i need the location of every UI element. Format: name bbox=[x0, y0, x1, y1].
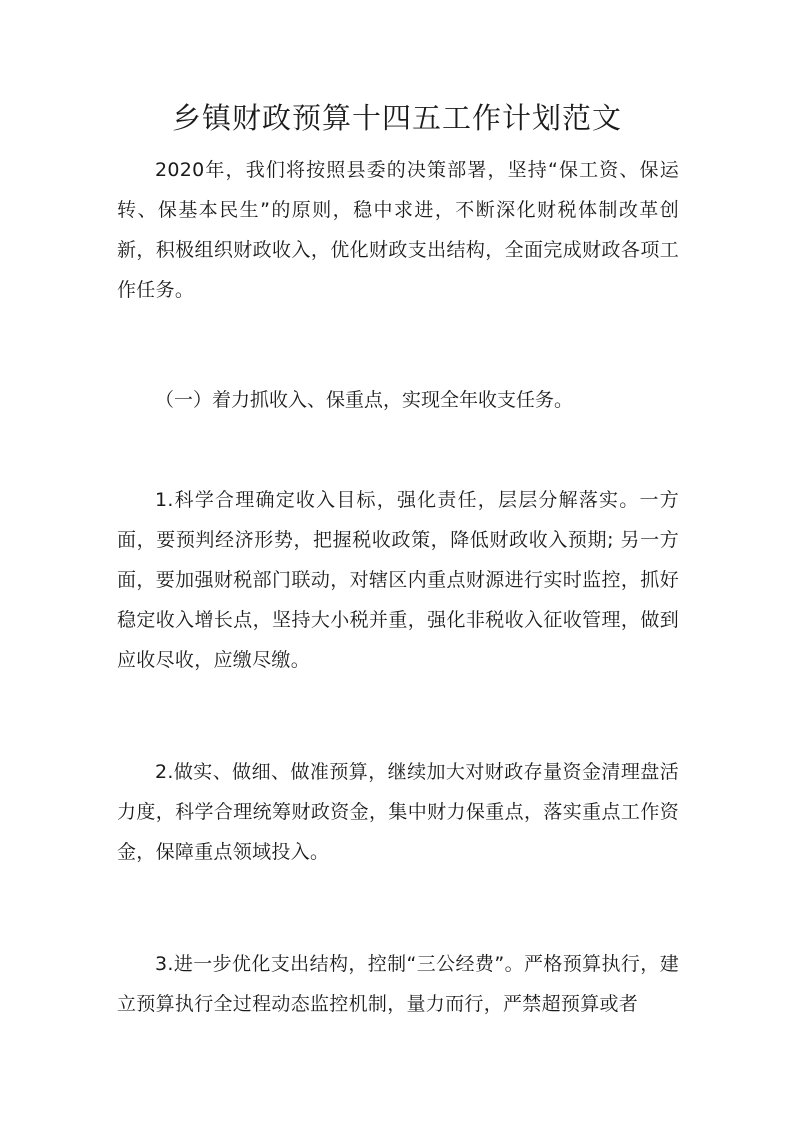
intro-paragraph: 2020年，我们将按照县委的决策部署，坚持“保工资、保运转、保基本民生”的原则，稳中求进，不断深化财税体制改革创新，积极组织财政收入，优化财政支出结构，全面完成财政各项工作任务。 bbox=[117, 159, 679, 301]
document-title: 乡镇财政预算十四五工作计划范文 bbox=[171, 101, 622, 135]
section-heading: （一）着力抓收入、保重点，实现全年收支任务。 bbox=[155, 389, 574, 411]
paragraph-item-3: 3.进一步优化支出结构，控制“三公经费”。严格预算执行，建立预算执行全过程动态监控机制，量力而行，严禁超预算或者 bbox=[117, 953, 679, 1015]
paragraph-item-2: 2.做实、做细、做准预算，继续加大对财政存量资金清理盘活力度，科学合理统筹财政资金，集中财力保重点，落实重点工作资金，保障重点领域投入。 bbox=[117, 761, 679, 863]
paragraph-item-1: 1.科学合理确定收入目标，强化责任，层层分解落实。一方面，要预判经济形势，把握税收政策，降低财政收入预期; 另一方面，要加强财税部门联动，对辖区内重点财源进行实时监控，抓好稳定收入增长点，坚持大小税并重，强化非税收入征收管理，做到应收尽收，应缴尽缴。 bbox=[117, 489, 679, 671]
